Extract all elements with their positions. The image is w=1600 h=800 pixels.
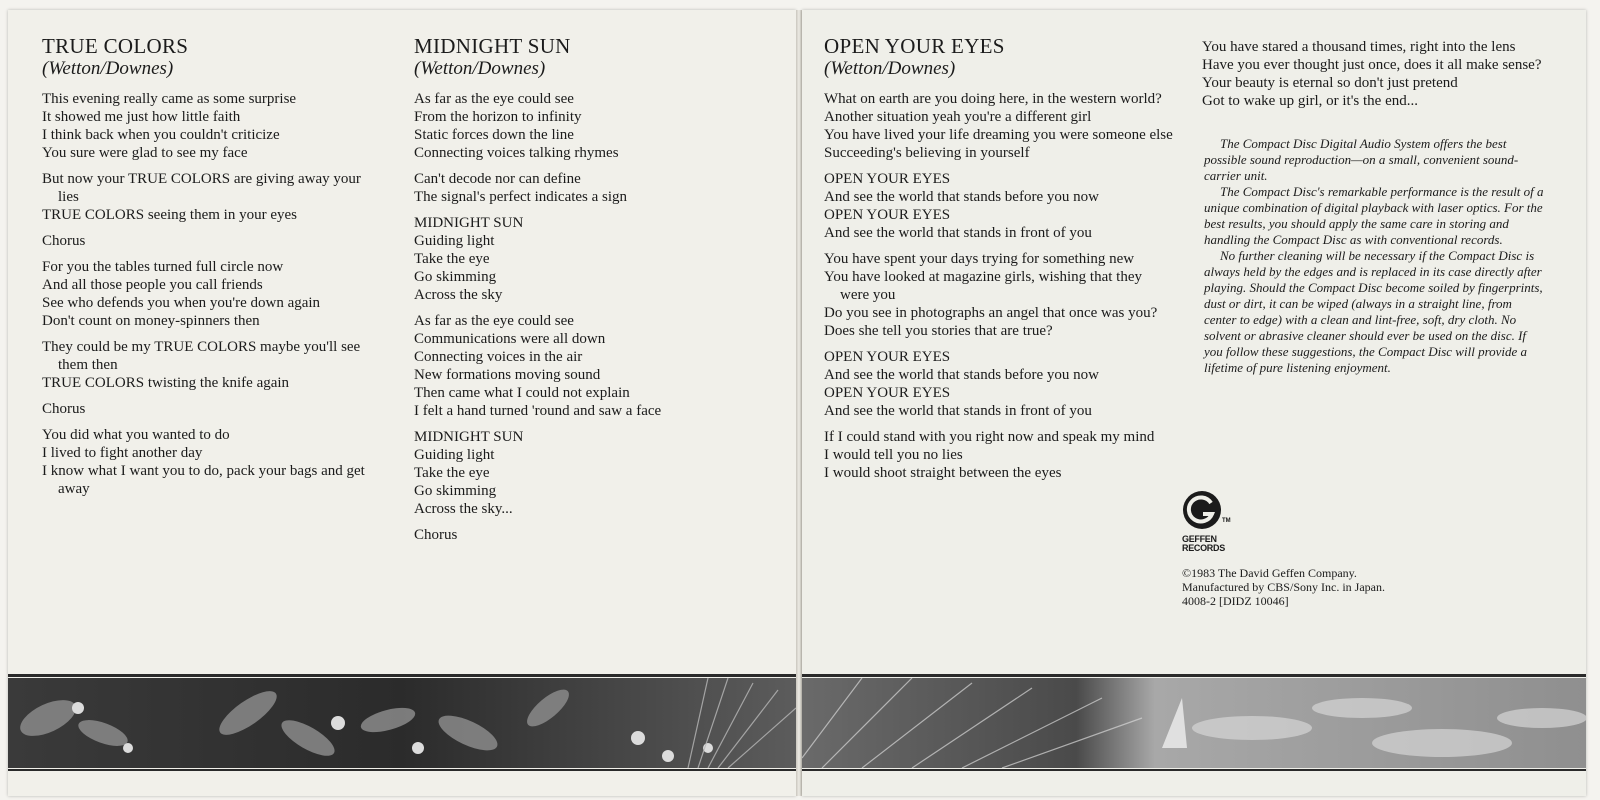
notice-paragraph: No further cleaning will be necessary if the Compact Disc is always held by the edges and is replaced in its case directly after playing. Should the Compact Disc become soiled by fingerprints, dust or dirt, it can be wiped (always in a straight line, from center to edge) with a clean and lint-free, soft, dry cloth. No solvent or abrasive cleaner should ever be used on the disc. If you follow these suggestions, the Compact Disc will provide a lifetime of pure listening enjoyment. — [1204, 248, 1543, 375]
notice-paragraph: The Compact Disc's remarkable performance is the result of a unique combination of digital playback with laser optics. For the best results, you should apply the same care in storing and handling the Compact Disc as with conventional records. — [1204, 184, 1544, 247]
open-your-eyes-lyrics — [824, 34, 1174, 490]
lyric-stanzas — [42, 90, 382, 498]
logo-text: GEFFEN — [1182, 534, 1217, 544]
lyric-stanza — [414, 170, 754, 206]
photo-strip-top-rule — [802, 674, 1586, 677]
lyric-line: See who defends you when you're down again — [42, 295, 321, 311]
lyric-line: Static forces down the line — [414, 127, 574, 143]
lyric-line: OPEN YOUR EYES — [824, 385, 951, 401]
lyric-line: Across the sky — [414, 287, 503, 303]
lyric-line: Go skimming — [414, 269, 497, 285]
lyric-stanza — [414, 214, 754, 304]
lyric-stanza — [42, 90, 382, 162]
lyric-line: Don't count on money-spinners then — [42, 313, 260, 329]
lyric-stanza — [414, 312, 754, 420]
lyric-line: Go skimming — [414, 483, 497, 499]
copyright-line: Manufactured by CBS/Sony Inc. in Japan. — [1182, 580, 1385, 594]
lyric-line: Do you see in photographs an angel that once was you? — [824, 305, 1158, 321]
lyric-line: You have spent your days trying for something new — [824, 251, 1135, 267]
lyric-line: I know what I want you to do, pack your bags and get away — [42, 463, 365, 497]
notice-paragraph: The Compact Disc Digital Audio System offers the best possible sound reproduction—on a small, convenient sound-carrier unit. — [1204, 136, 1519, 183]
booklet-left-page — [8, 10, 796, 796]
lyric-line: Chorus — [414, 527, 458, 543]
song-title: MIDNIGHT SUN — [414, 34, 571, 58]
jungle-photo-strip — [8, 678, 796, 768]
lyric-stanza — [824, 90, 1174, 162]
photo-strip-bottom-rule — [802, 769, 1586, 771]
lyric-line: As far as the eye could see — [414, 313, 574, 329]
lyric-line: You have looked at magazine girls, wishing that they were you — [824, 269, 1143, 303]
lyric-stanza — [824, 348, 1174, 420]
lyric-line: Take the eye — [414, 465, 490, 481]
lyric-line: And see the world that stands before you now — [824, 367, 1099, 383]
lyric-line: Connecting voices talking rhymes — [414, 145, 619, 161]
lyric-line: MIDNIGHT SUN — [414, 429, 524, 445]
lyric-line: You have lived your life dreaming you were someone else — [824, 127, 1173, 143]
lyric-stanza — [42, 400, 382, 418]
lyric-line: Does she tell you stories that are true? — [824, 323, 1053, 339]
lyric-stanza — [42, 232, 382, 250]
ocean-photo-strip — [802, 678, 1586, 768]
lyric-line: TRUE COLORS twisting the knife again — [42, 375, 290, 391]
right-column — [1202, 38, 1547, 376]
lyric-line: MIDNIGHT SUN — [414, 215, 524, 231]
true-colors-lyrics — [42, 34, 382, 506]
lyric-line: This evening really came as some surprise — [42, 91, 297, 107]
lyric-stanzas — [824, 90, 1174, 482]
lyric-line: Got to wake up girl, or it's the end... — [1202, 93, 1418, 109]
lyric-line: Your beauty is eternal so don't just pretend — [1202, 75, 1458, 91]
lyric-line: What on earth are you doing here, in the western world? — [824, 91, 1162, 107]
geffen-records-logo — [1182, 490, 1234, 553]
songwriter-credit: (Wetton/Downes) — [42, 58, 174, 79]
lyric-line: Then came what I could not explain — [414, 385, 630, 401]
lyric-line: You did what you wanted to do — [42, 427, 230, 443]
song-title: OPEN YOUR EYES — [824, 34, 1005, 58]
lyric-line: Can't decode nor can define — [414, 171, 581, 187]
lyric-line: I would tell you no lies — [824, 447, 963, 463]
lyric-line: Take the eye — [414, 251, 490, 267]
lyric-line: If I could stand with you right now and speak my mind — [824, 429, 1155, 445]
lyric-line: And all those people you call friends — [42, 277, 263, 293]
lyric-stanza — [42, 338, 382, 392]
lyric-line: Connecting voices in the air — [414, 349, 583, 365]
song-title: TRUE COLORS — [42, 34, 189, 58]
copyright-block — [1182, 566, 1385, 608]
geffen-logo-icon — [1182, 490, 1222, 530]
lyric-stanza — [414, 526, 754, 544]
lyric-stanza — [42, 258, 382, 330]
photo-strip-bottom-rule — [8, 769, 796, 771]
lyric-line: As far as the eye could see — [414, 91, 574, 107]
copyright-line: 4008-2 [DIDZ 10046] — [1182, 594, 1289, 608]
photo-strip-top-rule — [8, 674, 796, 677]
lyric-line: It showed me just how little faith — [42, 109, 241, 125]
midnight-sun-lyrics — [414, 34, 754, 552]
lyric-line: For you the tables turned full circle now — [42, 259, 284, 275]
trademark-mark: TM — [1222, 518, 1231, 524]
lyric-line: Guiding light — [414, 447, 495, 463]
lyric-continuation — [1202, 38, 1547, 110]
lyric-line: But now your TRUE COLORS are giving away your lies — [42, 171, 361, 205]
lyric-line: And see the world that stands in front of you — [824, 403, 1092, 419]
lyric-line: Guiding light — [414, 233, 495, 249]
lyric-line: Chorus — [42, 401, 86, 417]
lyric-line: I would shoot straight between the eyes — [824, 465, 1062, 481]
lyric-line: Communications were all down — [414, 331, 606, 347]
lyric-stanza — [414, 428, 754, 518]
booklet-right-page — [802, 10, 1586, 796]
lyric-line: Succeeding's believing in yourself — [824, 145, 1030, 161]
lyric-line: The signal's perfect indicates a sign — [414, 189, 628, 205]
lyric-line: TRUE COLORS seeing them in your eyes — [42, 207, 297, 223]
lyric-stanzas — [414, 90, 754, 544]
lyric-line: I think back when you couldn't criticize — [42, 127, 280, 143]
lyric-line: I lived to fight another day — [42, 445, 203, 461]
lyric-line: And see the world that stands in front of you — [824, 225, 1092, 241]
lyric-stanza — [414, 90, 754, 162]
lyric-line: OPEN YOUR EYES — [824, 207, 951, 223]
logo-text: RECORDS — [1182, 543, 1225, 553]
lyric-line: I felt a hand turned 'round and saw a face — [414, 403, 662, 419]
lyric-line: OPEN YOUR EYES — [824, 349, 951, 365]
lyric-line: Have you ever thought just once, does it all make sense? — [1202, 57, 1542, 73]
lyric-line: And see the world that stands before you now — [824, 189, 1099, 205]
lyric-line: New formations moving sound — [414, 367, 601, 383]
lyric-stanza — [42, 426, 382, 498]
copyright-line: ©1983 The David Geffen Company. — [1182, 566, 1357, 580]
songwriter-credit: (Wetton/Downes) — [824, 58, 956, 79]
lyric-line: Chorus — [42, 233, 86, 249]
lyric-line: You have stared a thousand times, right into the lens — [1202, 39, 1516, 55]
songwriter-credit: (Wetton/Downes) — [414, 58, 546, 79]
lyric-line: You sure were glad to see my face — [42, 145, 248, 161]
lyric-stanza — [824, 428, 1174, 482]
lyric-line: Across the sky... — [414, 501, 513, 517]
lyric-line: Another situation yeah you're a different girl — [824, 109, 1092, 125]
lyric-line: They could be my TRUE COLORS maybe you'll see them then — [42, 339, 361, 373]
lyric-stanza — [824, 170, 1174, 242]
lyric-stanza — [824, 250, 1174, 340]
compact-disc-notice — [1202, 136, 1547, 376]
lyric-stanza — [42, 170, 382, 224]
lyric-line: From the horizon to infinity — [414, 109, 582, 125]
lyric-line: OPEN YOUR EYES — [824, 171, 951, 187]
